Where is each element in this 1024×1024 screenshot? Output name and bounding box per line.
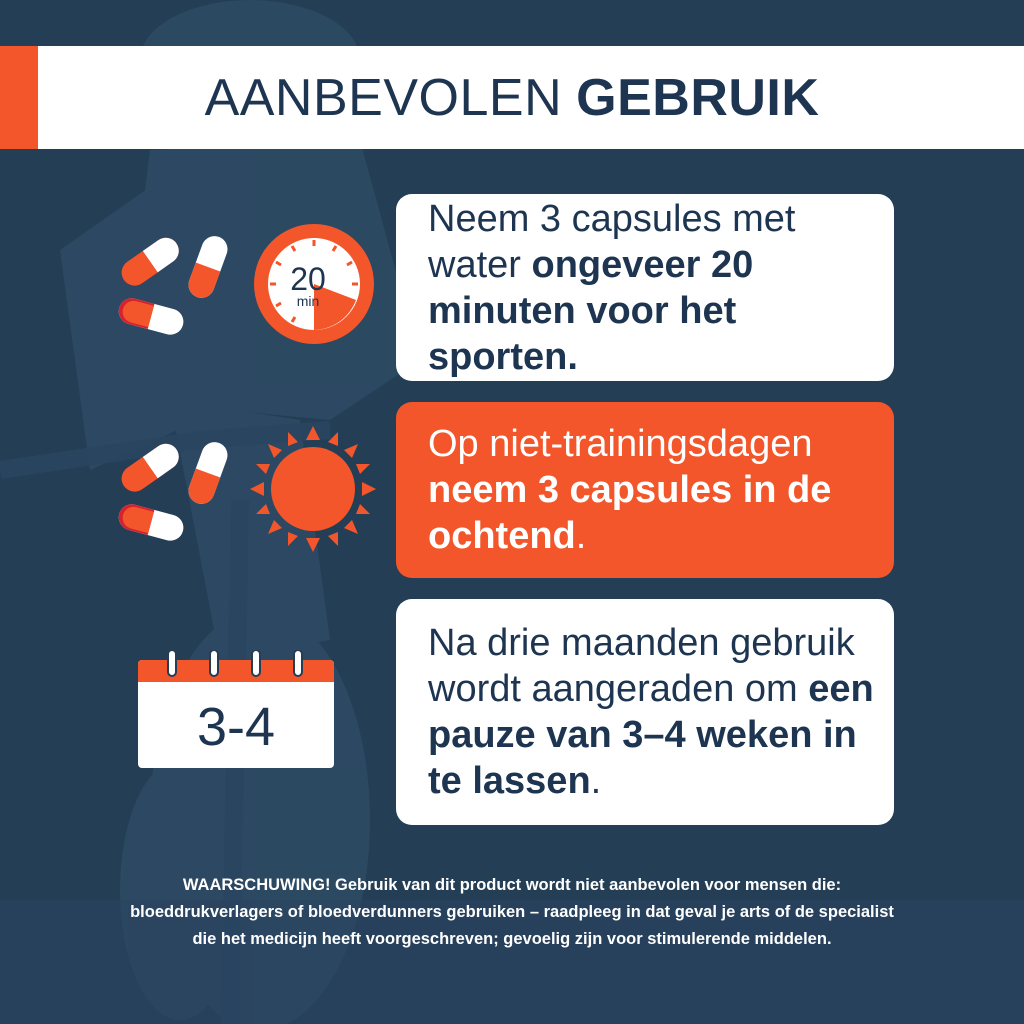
instruction-text — [428, 421, 894, 559]
warning-line-2: bloeddrukverlagers of bloedverdunners gebruiken – raadpleeg in dat geval je arts of de specialist — [130, 903, 894, 921]
instruction-text-bold: een pauze van 3–4 weken in te lassen — [428, 668, 874, 802]
instruction-text-bold: ongeveer 20 minuten voor het sporten. — [428, 243, 754, 378]
calendar-icon — [138, 650, 334, 768]
instruction-card-pause — [396, 599, 894, 825]
timer-unit: min — [296, 293, 320, 309]
instruction-card-rest-day — [396, 402, 894, 578]
instruction-card-training — [396, 194, 894, 381]
instruction-text-bold: neem 3 capsules in de ochtend — [428, 469, 832, 557]
instruction-text-after: . — [590, 760, 602, 802]
calendar-text: 3-4 — [196, 697, 276, 757]
instruction-text-plain: Neem 3 capsules met water — [428, 197, 796, 286]
page-title-bold: GEBRUIK — [576, 68, 820, 127]
instruction-text-plain: Na drie maanden gebruik wordt aangeraden om — [428, 622, 855, 710]
timer-icon — [252, 222, 376, 346]
page-title-light: AANBEVOLEN — [204, 68, 563, 127]
warning-line-3: die het medicijn heeft voorgeschreven; gevoelig zijn voor stimulerende middelen. — [192, 930, 832, 948]
sun-icon — [248, 424, 378, 554]
instruction-text — [428, 196, 894, 380]
timer-value: 20 — [290, 261, 326, 297]
header-bar — [0, 46, 1024, 149]
instruction-text — [428, 620, 894, 804]
warning-line-1: WAARSCHUWING! Gebruik van dit product wordt niet aanbevolen voor mensen die: — [182, 876, 842, 894]
capsules-icon — [108, 428, 238, 553]
instruction-text-plain: Op niet-trainingsdagen — [428, 423, 813, 465]
page-title — [0, 46, 1024, 149]
capsules-icon — [108, 222, 238, 347]
instruction-text-after: . — [575, 515, 587, 557]
warning-text — [40, 872, 984, 953]
